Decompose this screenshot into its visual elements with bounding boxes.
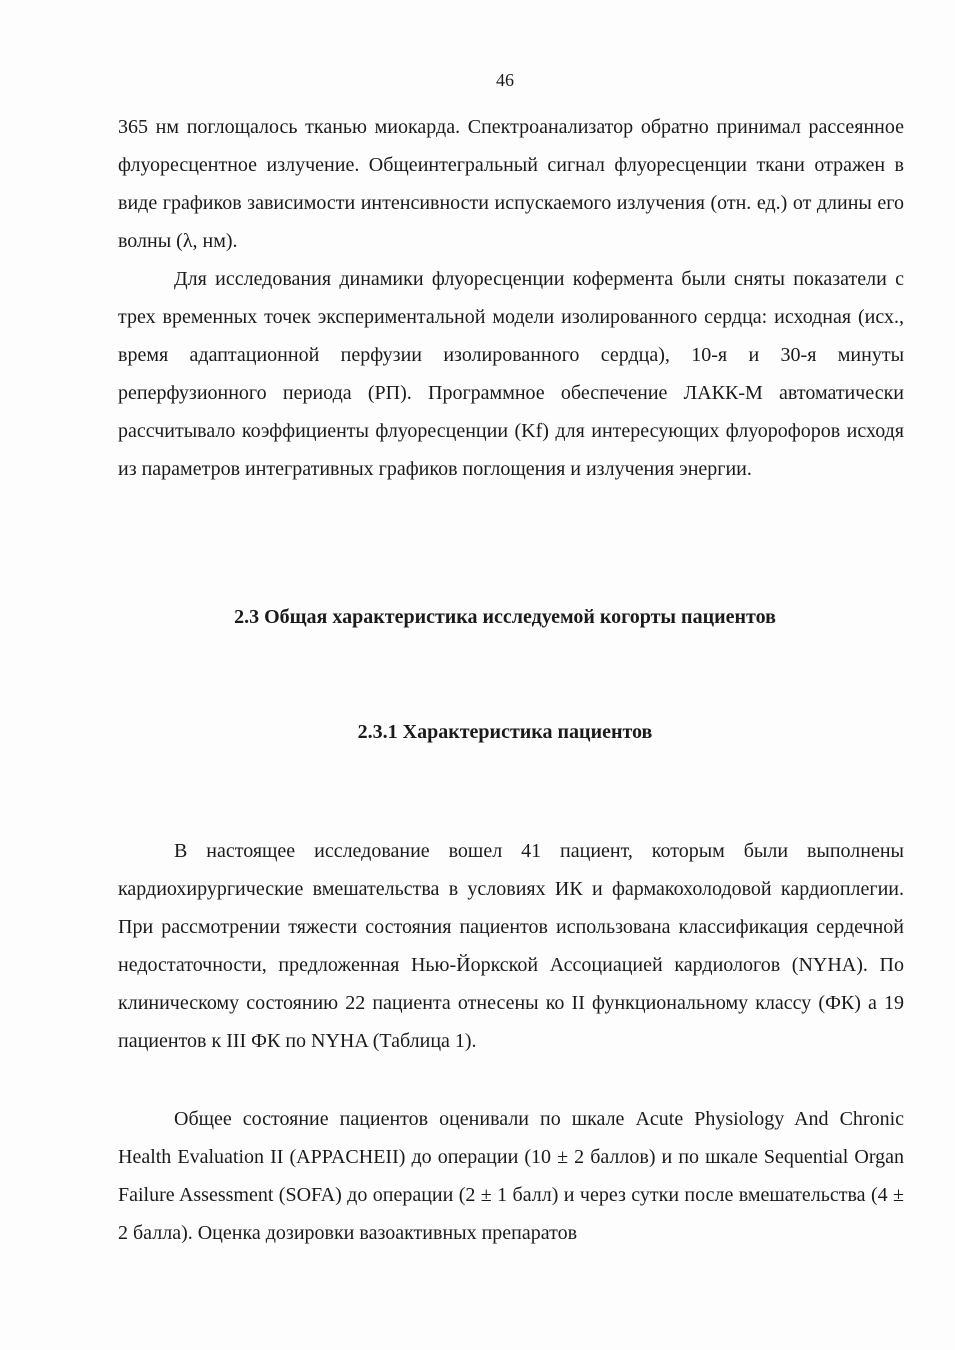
page-number: 46: [496, 70, 514, 90]
paragraph-fluorescence-signal: 365 нм поглощалось тканью миокарда. Спектроанализатор обратно принимал рассеянное флуоресцентное излучение. Общеинтегральный сигнал флуоресценции ткани отражен в виде графиков зависимости интенсивности испускаемого излучения (отн. ед.) от длины его волны (λ, нм).: [118, 116, 904, 252]
section-heading: 2.3 Общая характеристика исследуемой когорты пациентов: [234, 606, 776, 628]
paragraph-coenzyme-dynamics: Для исследования динамики флуоресценции кофермента были сняты показатели с трех временных точек экспериментальной модели изолированного сердца: исходная (исх., время адаптационной перфузии изолированного сердца), 10-я и 30-я минуты реперфузионного периода (РП). Программное обеспечение ЛАКК-М автоматически рассчитывало коэффициенты флуоресценции (Kf) для интересующих флуорофоров исходя из параметров интегративных графиков поглощения и излучения энергии.: [118, 268, 904, 480]
subsection-heading: 2.3.1 Характеристика пациентов: [357, 721, 653, 743]
paragraph-patient-assessment: Общее состояние пациентов оценивали по шкале Acute Physiology And Chronic Health Evaluation II (APPACHEII) до операции (10 ± 2 баллов) и по шкале Sequential Organ Failure Assessment (SOFA) до операции (2 ± 1 балл) и через сутки после вмешательства (4 ± 2 балла). Оценка дозировки вазоактивных препаратов: [118, 1108, 904, 1244]
paragraph-patient-cohort: В настоящее исследование вошел 41 пациент, которым были выполнены кардиохирургические вмешательства в условиях ИК и фармакохолодовой кардиоплегии. При рассмотрении тяжести состояния пациентов использована классификация сердечной недостаточности, предложенная Нью-Йоркской Ассоциацией кардиологов (NYHA). По клиническому состоянию 22 пациента отнесены ко II функциональному классу (ФК) а 19 пациентов к III ФК по NYHA (Таблица 1).: [118, 840, 904, 1052]
